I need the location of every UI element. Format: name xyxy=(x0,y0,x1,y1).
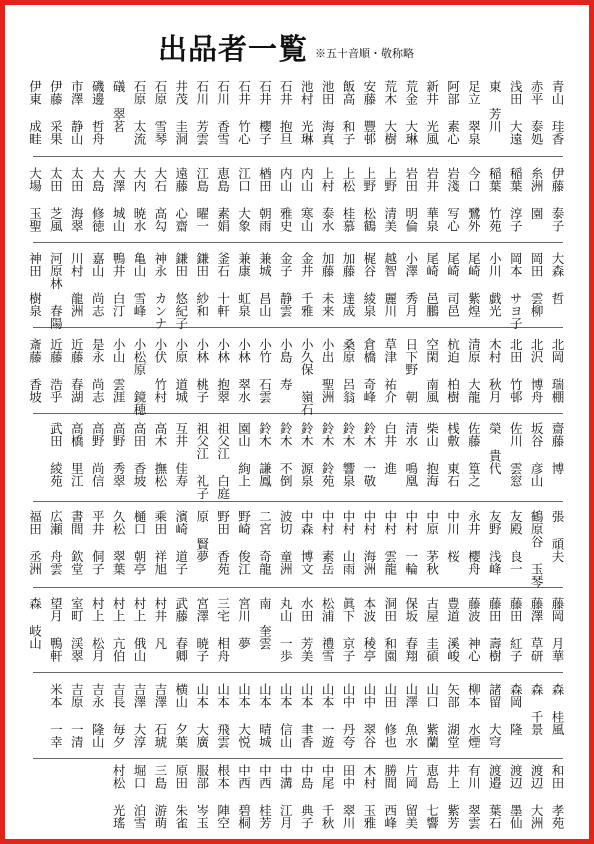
exhibitor-name: 本波 稜亭 xyxy=(361,597,377,662)
exhibitor-name: 中村 一輪 xyxy=(403,510,419,575)
exhibitor-name: 互井 佳寿 xyxy=(173,422,189,487)
exhibitor-name: 桟敷 東石 xyxy=(445,422,461,487)
exhibitor-name: 南 奎雲 xyxy=(257,597,273,650)
exhibitor-name: 森岡 隆 xyxy=(508,683,524,736)
exhibitor-name: 太田 芝風 xyxy=(48,167,64,232)
exhibitor-name: 大澤 城山 xyxy=(111,167,127,232)
exhibitor-name: 吉長 毎夕 xyxy=(111,683,127,748)
exhibitor-name: 森 千景 xyxy=(529,683,545,736)
exhibitor-name: 小山 雲涯 xyxy=(111,338,127,403)
exhibitor-name: 加藤 未来 xyxy=(320,252,336,317)
exhibitor-name: 洞田 和園 xyxy=(382,597,398,662)
exhibitor-name: 近藤 春湖 xyxy=(69,338,85,403)
exhibitor-name: 小原 道城 xyxy=(173,338,189,403)
exhibitor-name: 杭迫 柏樹 xyxy=(445,338,461,403)
exhibitor-name: 中森 博文 xyxy=(299,510,315,575)
exhibitor-name: 鈴木 謙鳳 xyxy=(257,422,273,487)
exhibitor-name: 武田 綾苑 xyxy=(48,422,64,487)
exhibitor-name: 上野 松鶴 xyxy=(361,167,377,232)
exhibitor-name: 書間 欽堂 xyxy=(69,510,85,575)
exhibitor-name: 山本 一遊 xyxy=(320,683,336,748)
exhibitor-name: 豊道 溪峻 xyxy=(445,597,461,662)
exhibitor-name: 宮川 夢 xyxy=(236,597,252,650)
exhibitor-name: 村松 光瑤 xyxy=(111,764,127,829)
exhibitor-name: 兼康 虹泉 xyxy=(236,252,252,317)
exhibitor-name: 望月 鴨軒 xyxy=(48,597,64,662)
exhibitor-name: 鈴木 響泉 xyxy=(341,422,356,487)
exhibitor-name: 兼城 昌山 xyxy=(257,252,273,317)
exhibitor-name: 有川 翠雲 xyxy=(466,764,482,829)
exhibitor-name: 稲葉 淳子 xyxy=(508,167,524,232)
exhibitor-name: 石原 雪琴 xyxy=(152,80,168,145)
exhibitor-name: 池田 海真 xyxy=(320,80,336,145)
exhibitor-name: 田中 翠川 xyxy=(341,764,356,829)
exhibitor-name: 山本 晴城 xyxy=(257,683,273,748)
exhibitor-name: 渡辺 墨仙 xyxy=(508,764,524,829)
exhibitor-name: 高野 秀翠 xyxy=(111,422,127,487)
exhibitor-name: 山田 修也 xyxy=(382,683,398,748)
exhibitor-name: 越智 麗川 xyxy=(382,252,398,317)
exhibitor-name: 上村 泰水 xyxy=(320,167,336,232)
exhibitor-name: 白井 進 xyxy=(382,422,398,475)
exhibitor-name: 中村 素岳 xyxy=(320,510,336,575)
exhibitor-name: 梶谷 綾泉 xyxy=(361,252,377,317)
name-section xyxy=(27,510,565,588)
exhibitor-name: 原 賢夢 xyxy=(194,510,210,563)
exhibitor-name: 太田 海翠 xyxy=(69,167,85,232)
exhibitor-name: 横山 夕葉 xyxy=(173,683,189,748)
exhibitor-name: 諸留 大穹 xyxy=(487,683,503,748)
exhibitor-name: 北田 竹邨 xyxy=(508,338,524,403)
exhibitor-name: 眞下 京子 xyxy=(341,597,356,662)
exhibitor-name: 原田 朱雀 xyxy=(173,764,189,829)
exhibitor-name: 新井 光風 xyxy=(424,80,440,145)
section-divider xyxy=(33,501,563,502)
exhibitor-name: 鈴木 鈴苑 xyxy=(320,422,336,487)
exhibitor-name: 山中 丹夸 xyxy=(341,683,356,748)
exhibitor-name: 小澤 秀月 xyxy=(403,252,419,317)
exhibitor-name: 中西 碧桐 xyxy=(236,764,252,829)
exhibitor-name: 岡本 サヨ子 xyxy=(508,252,524,330)
exhibitor-name: 保坂 春翔 xyxy=(403,597,419,662)
exhibitor-name: 中西 桂芳 xyxy=(257,764,273,829)
name-section xyxy=(27,80,565,158)
exhibitor-name: 樋口 朝亭 xyxy=(132,510,147,575)
name-section xyxy=(33,683,563,761)
exhibitor-name: 吉永 隆山 xyxy=(90,683,106,748)
exhibitor-name: 勝間 西峰 xyxy=(382,764,398,829)
exhibitor-name: 安藤 豐邨 xyxy=(361,80,377,145)
exhibitor-name: 野崎 俊江 xyxy=(236,510,252,575)
exhibitor-name: 村上 俄山 xyxy=(132,597,147,662)
exhibitor-name: 米本 一幸 xyxy=(48,683,64,748)
exhibitor-name: 張 頑夫 xyxy=(550,510,565,563)
exhibitor-name: 小出 聖洲 xyxy=(320,338,336,403)
exhibitor-name: 石井 櫻子 xyxy=(257,80,273,145)
exhibitor-name: 岡田 雲柳 xyxy=(529,252,545,317)
exhibitor-name: 井茂 圭洞 xyxy=(173,80,189,145)
name-section xyxy=(27,338,565,416)
exhibitor-name: 釜石 十軒 xyxy=(215,252,231,317)
exhibitor-name: 石井 抱旦 xyxy=(278,80,294,145)
exhibitor-name: 中村 雲龍 xyxy=(382,510,398,575)
exhibitor-name: 二宮 奇龍 xyxy=(257,510,273,575)
exhibitor-name: 松浦 禮雪 xyxy=(320,597,336,662)
exhibitor-name: 岩淺 写心 xyxy=(445,167,461,232)
exhibitor-name: 小川 戯光 xyxy=(487,252,503,317)
exhibitor-name: 鶴原谷 玉琴 xyxy=(529,510,545,588)
exhibitor-name: 村井 凡 xyxy=(152,597,168,650)
exhibitor-name: 中村 山雨 xyxy=(341,510,356,575)
exhibitor-name: 小林 翠水 xyxy=(236,338,252,403)
exhibitor-name: 野田 香苑 xyxy=(215,510,231,575)
exhibitor-name: 亀山 雪峰 xyxy=(132,252,147,317)
exhibitor-name: 山口 紫蘭 xyxy=(424,683,440,748)
exhibitor-name: 嘉山 尚志 xyxy=(90,252,106,317)
exhibitor-name: 清原 大龍 xyxy=(466,338,482,403)
exhibitor-name: 高野 尚信 xyxy=(90,422,106,487)
exhibitor-name: 古屋 圭碩 xyxy=(424,597,440,662)
exhibitor-name: 小島 寿 xyxy=(278,338,294,391)
exhibitor-name: 佐藤 篁之 xyxy=(466,422,482,487)
exhibitor-name: 水田 芳美 xyxy=(299,597,315,662)
exhibitor-name: 吉澤 石琥 xyxy=(152,683,168,748)
exhibitor-name: 大場 玉聖 xyxy=(27,167,43,232)
exhibitor-name: 坂谷 彦山 xyxy=(529,422,545,487)
exhibitor-name: 日下野 朝 xyxy=(403,338,419,403)
exhibitor-name: 石原 太流 xyxy=(132,80,147,145)
exhibitor-name: 倉橋 奇峰 xyxy=(361,338,377,403)
exhibitor-name: 市澤 静山 xyxy=(69,80,85,145)
exhibitor-name: 赤平 泰処 xyxy=(529,80,545,145)
exhibitor-name: 飯高 和子 xyxy=(341,80,356,145)
exhibitor-name: 近藤 浩乎 xyxy=(48,338,64,403)
exhibitor-name: 礒 翠茗 xyxy=(111,80,127,133)
exhibitor-name: 高橋 里江 xyxy=(69,422,85,487)
exhibitor-name: 祖父江 礼子 xyxy=(194,422,210,500)
exhibitor-name: 乘田 祥旭 xyxy=(152,510,168,575)
exhibitor-name: 東 芳川 xyxy=(487,80,503,133)
exhibitor-name: 川村 龍洲 xyxy=(69,252,85,317)
exhibitor-name: 矢部 湖堂 xyxy=(445,683,461,748)
exhibitor-name: 木村 玉雅 xyxy=(361,764,377,829)
exhibitor-name: 広瀬 舟雲 xyxy=(48,510,64,575)
exhibitor-name: 森 桂風 xyxy=(550,683,565,736)
exhibitor-name: 齋藤 博 xyxy=(550,422,565,475)
exhibitor-name: 神田 樹泉 xyxy=(27,252,43,317)
exhibitor-name: 山本 信山 xyxy=(278,683,294,748)
exhibitor-name: 堀口 泊雪 xyxy=(132,764,147,829)
exhibitor-name: 小林 抱翠 xyxy=(215,338,231,403)
exhibitor-name: 武藤 春卿 xyxy=(173,597,189,662)
exhibitor-name: 稲葉 竹苑 xyxy=(487,167,503,232)
exhibitor-name: 遠藤 心齋 xyxy=(173,167,189,232)
exhibitor-name: 宮澤 暁子 xyxy=(194,597,210,662)
exhibitor-name: 小林 桃子 xyxy=(194,338,210,403)
exhibitor-name: 小松原 鏡穂 xyxy=(132,338,147,416)
exhibitor-name: 室町 渓翠 xyxy=(69,597,85,662)
exhibitor-name: 藤岡 月華 xyxy=(550,597,565,662)
exhibitor-name: 磯邊 哲舟 xyxy=(90,80,106,145)
exhibitor-name: 大島 修徳 xyxy=(90,167,106,232)
exhibitor-name: 石川 香雪 xyxy=(215,80,231,145)
exhibitor-name: 藤田 壽樹 xyxy=(487,597,503,662)
exhibitor-name: 永井 櫻舟 xyxy=(466,510,482,575)
exhibitor-name: 恵島 素娟 xyxy=(215,167,231,232)
exhibitor-name: 上野 清美 xyxy=(382,167,398,232)
exhibitor-name: 荒木 大樹 xyxy=(382,80,398,145)
exhibitor-name: 佐川 雲窓 xyxy=(508,422,524,487)
exhibitor-name: 大森 哲 xyxy=(550,252,565,305)
exhibitor-name: 榮 貴代 xyxy=(487,422,503,475)
exhibitor-name: 青山 珪香 xyxy=(550,80,565,145)
exhibitor-name: 江口 大象 xyxy=(236,167,252,232)
exhibitor-name: 石井 竹心 xyxy=(236,80,252,145)
exhibitor-name: 中川 桜 xyxy=(445,510,461,563)
exhibitor-name: 石川 芳雲 xyxy=(194,80,210,145)
exhibitor-name: 恵島 七響 xyxy=(424,764,440,829)
exhibitor-name: 鎌田 悠紀子 xyxy=(173,252,189,330)
exhibitor-name: 藤澤 草研 xyxy=(529,597,545,662)
exhibitor-name: 伊東 成畦 xyxy=(27,80,43,145)
exhibitor-name: 内山 雅史 xyxy=(278,167,294,232)
exhibitor-name: 服部 岑玉 xyxy=(194,764,210,829)
exhibitor-name: 今口 鷺外 xyxy=(466,167,482,232)
exhibitor-name: 加藤 達成 xyxy=(341,252,356,317)
exhibitor-name: 村上 松月 xyxy=(90,597,106,662)
exhibitor-name: 村上 亢伯 xyxy=(111,597,127,662)
exhibitor-name: 糸洲 園 xyxy=(529,167,545,220)
exhibitor-name: 伊藤 采果 xyxy=(48,80,64,145)
exhibitor-name: 上松 桂慕 xyxy=(341,167,356,232)
exhibitor-name: 山中 翠谷 xyxy=(361,683,377,748)
exhibitor-name: 渡辺 大洲 xyxy=(529,764,545,829)
exhibitor-name: 山澤 魚水 xyxy=(403,683,419,748)
exhibitor-name: 阿部 素心 xyxy=(445,80,461,145)
exhibitor-name: 鈴木 不倒 xyxy=(278,422,294,487)
exhibitor-name: 清水 鳴凰 xyxy=(403,422,419,487)
exhibitor-name: 江島 曜一 xyxy=(194,167,210,232)
exhibitor-name: 木村 秋月 xyxy=(487,338,503,403)
name-section xyxy=(27,252,565,330)
exhibitor-name: 大石 高勾 xyxy=(152,167,168,232)
exhibitor-name: 高木 撫松 xyxy=(152,422,168,487)
exhibitor-name: 山本 聿香 xyxy=(299,683,315,748)
exhibitor-name: 浅田 大遠 xyxy=(508,80,524,145)
exhibitor-name: 三島 游萌 xyxy=(152,764,168,829)
exhibitor-name: 鈴木 一敬 xyxy=(361,422,377,487)
exhibitor-name: 波切 童洲 xyxy=(278,510,294,575)
name-section xyxy=(27,167,565,245)
exhibitor-name: 山本 大廣 xyxy=(194,683,210,748)
exhibitor-name: 藤波 神心 xyxy=(466,597,482,662)
exhibitor-name: 金井 千雅 xyxy=(299,252,315,317)
exhibitor-name: 平井 侗子 xyxy=(90,510,106,575)
page-subtitle: ※五十音順・敬称略 xyxy=(315,47,414,60)
exhibitor-name: 北岡 瑞棚 xyxy=(550,338,565,403)
exhibitor-name: 井上 紫芳 xyxy=(445,764,461,829)
exhibitor-name: 小久保 嶺石 xyxy=(299,338,315,416)
exhibitor-name: 中溝 江月 xyxy=(278,764,294,829)
exhibitor-name: 尾崎 邑鵬 xyxy=(424,252,440,317)
exhibitor-name: 楢田 朝雨 xyxy=(257,167,273,232)
name-section xyxy=(33,422,563,500)
exhibitor-name: 中島 典子 xyxy=(299,764,315,829)
exhibitor-name: 北沢 博舟 xyxy=(529,338,545,403)
exhibitor-name: 山本 飛雲 xyxy=(215,683,231,748)
exhibitor-name: 三宅 相舟 xyxy=(215,597,231,662)
exhibitor-name: 園山 絢上 xyxy=(236,422,252,487)
exhibitor-name: 尾崎 紫煌 xyxy=(466,252,482,317)
exhibitor-name: 久松 翠葉 xyxy=(111,510,127,575)
exhibitor-name: 吉澤 大淳 xyxy=(132,683,147,748)
exhibitor-name: 福田 丞洲 xyxy=(27,510,43,575)
exhibitor-name: 桑原 呂翁 xyxy=(341,338,356,403)
exhibitor-name: 鈴木 源泉 xyxy=(299,422,315,487)
exhibitor-name: 森 岐山 xyxy=(27,597,43,650)
exhibitor-name: 岩田 明倫 xyxy=(403,167,419,232)
exhibitor-name: 藤田 紅子 xyxy=(508,597,524,662)
exhibitor-name: 斎藤 香坡 xyxy=(27,338,43,403)
exhibitor-name: 尾崎 司邑 xyxy=(445,252,461,317)
exhibitor-name: 内山 寒山 xyxy=(299,167,315,232)
exhibitor-name: 柴山 抱海 xyxy=(424,422,440,487)
exhibitor-name: 足立 翠泉 xyxy=(466,80,482,145)
exhibitor-name: 小伏 竹村 xyxy=(152,338,168,403)
exhibitor-name: 中尾 千秋 xyxy=(320,764,336,829)
page-title: 出品者一覧 xyxy=(158,32,309,66)
exhibitor-name: 丸山 一歩 xyxy=(278,597,294,662)
name-section xyxy=(27,597,565,675)
exhibitor-name: 鎌田 紗和 xyxy=(194,252,210,317)
exhibitor-name: 高田 香坡 xyxy=(132,422,147,487)
exhibitor-name: 荒金 大琳 xyxy=(403,80,419,145)
exhibitor-name: 祖父江 白庭 xyxy=(215,422,231,500)
exhibitor-name: 渡邉 葉石 xyxy=(487,764,503,829)
exhibitor-name: 草津 祐介 xyxy=(382,338,398,403)
exhibitor-name: 河原林 春陽 xyxy=(48,252,64,330)
exhibitor-name: 和田 孝苑 xyxy=(550,764,565,829)
exhibitor-name: 鴨井 白汀 xyxy=(111,252,127,317)
exhibitor-name: 中原 茅秋 xyxy=(424,510,440,575)
exhibitor-name: 大内 暁水 xyxy=(132,167,147,232)
exhibitor-name: 岩井 華泉 xyxy=(424,167,440,232)
exhibitor-name: 山本 大悦 xyxy=(236,683,252,748)
exhibitor-name: 濱崎 道子 xyxy=(173,510,189,575)
exhibitor-name: 柳本 水煙 xyxy=(466,683,482,748)
exhibitor-name: 空閑 南風 xyxy=(424,338,440,403)
exhibitor-name: 小竹 石雲 xyxy=(257,338,273,403)
exhibitor-name: 金子 静雲 xyxy=(278,252,294,317)
exhibitor-name: 根本 陣空 xyxy=(215,764,231,829)
exhibitor-name: 池村 光琳 xyxy=(299,80,315,145)
exhibitor-name: 神永 カンナ xyxy=(152,252,168,330)
name-section xyxy=(33,764,563,842)
exhibitor-name: 是永 尚志 xyxy=(90,338,106,403)
exhibitor-name: 片岡 留美 xyxy=(403,764,419,829)
exhibitor-name: 友野 浅峰 xyxy=(487,510,503,575)
exhibitor-name: 友殿 良一 xyxy=(508,510,524,575)
exhibitor-name: 中村 海洲 xyxy=(361,510,377,575)
exhibitor-name: 吉原 一清 xyxy=(69,683,85,748)
exhibitor-name: 伊藤 泰子 xyxy=(550,167,565,232)
